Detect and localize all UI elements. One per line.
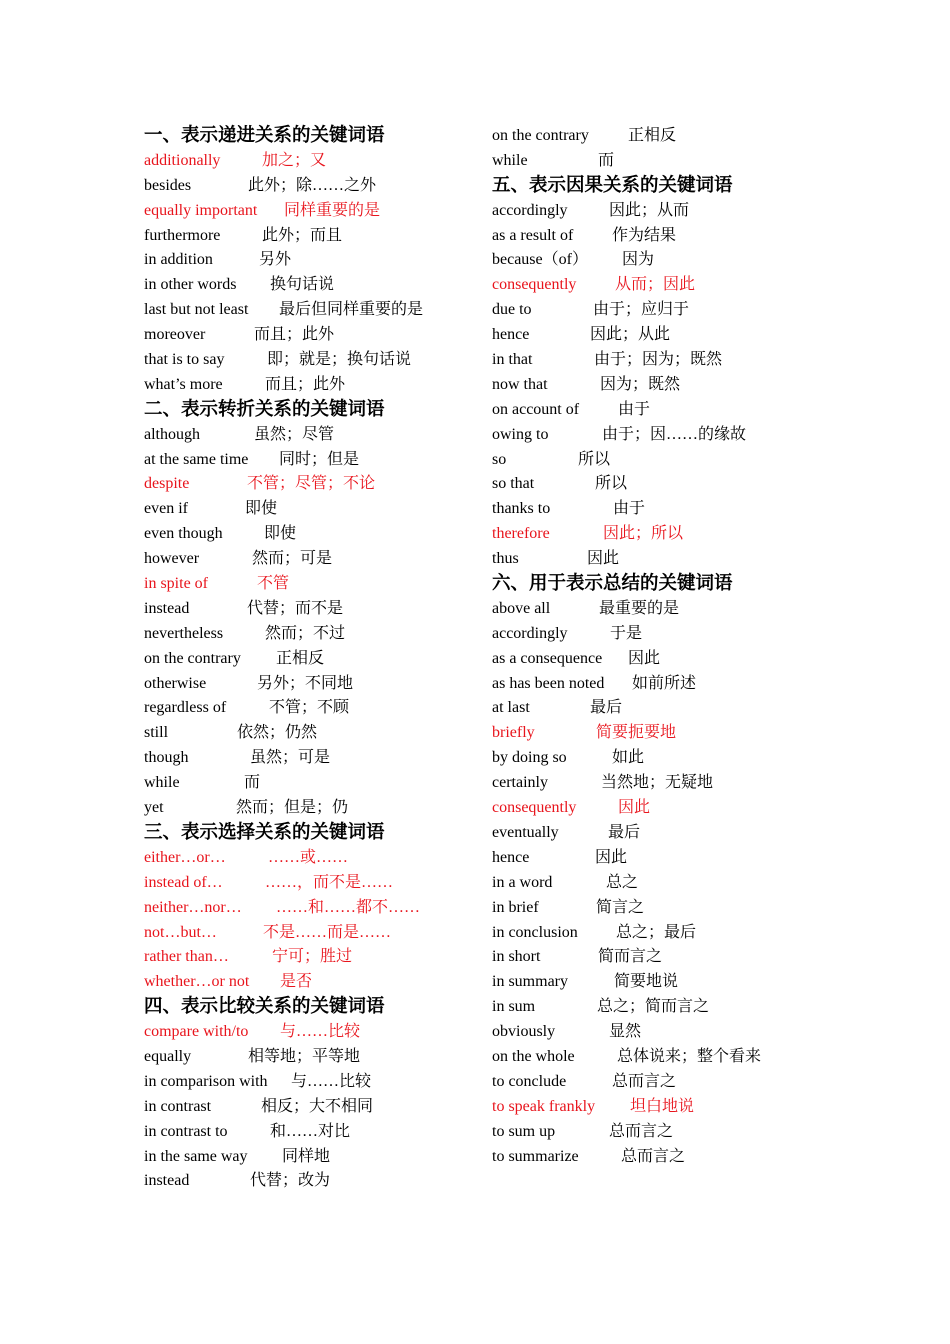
vocab-row <box>144 622 474 647</box>
vocab-row <box>492 746 822 771</box>
english-term: neither…nor… <box>144 898 242 916</box>
english-term: to conclude <box>492 1072 567 1090</box>
english-term: while <box>144 774 180 792</box>
vocab-row <box>492 622 822 647</box>
chinese-meaning: 虽然；可是 <box>250 749 331 767</box>
english-term: whether…or not <box>144 973 250 991</box>
chinese-meaning: 因为 <box>622 251 655 269</box>
chinese-meaning: 由于；因……的缘故 <box>602 425 747 443</box>
english-term: equally <box>144 1047 192 1065</box>
chinese-meaning: 最后 <box>590 699 623 717</box>
chinese-meaning: 总之；简而言之 <box>597 998 710 1016</box>
english-term: hence <box>492 848 530 866</box>
section-heading: 三、表示选择关系的关键词语 <box>144 821 385 843</box>
vocab-row <box>144 423 474 448</box>
vocab-row <box>492 273 822 298</box>
chinese-meaning: 依然；仍然 <box>237 724 318 742</box>
vocab-row <box>492 597 822 622</box>
vocab-row <box>144 448 474 473</box>
english-term: accordingly <box>492 624 568 642</box>
chinese-meaning: 而 <box>244 774 261 792</box>
vocab-row <box>144 597 474 622</box>
english-term: to summarize <box>492 1147 579 1165</box>
english-term: in short <box>492 948 541 966</box>
english-term: equally important <box>144 201 258 219</box>
chinese-meaning: 即；就是；换句话说 <box>267 351 412 369</box>
vocab-row <box>492 1120 822 1145</box>
vocab-row <box>144 771 474 796</box>
english-term: rather than… <box>144 948 229 966</box>
left-column <box>144 124 474 1194</box>
chinese-meaning: 简而言之 <box>598 948 663 966</box>
vocab-row <box>144 1120 474 1145</box>
vocab-row <box>492 373 822 398</box>
vocab-row <box>144 298 474 323</box>
vocab-row <box>492 796 822 821</box>
english-term: even though <box>144 525 223 543</box>
vocab-row <box>144 796 474 821</box>
english-term: thanks to <box>492 500 551 518</box>
vocab-row <box>144 970 474 995</box>
vocab-row <box>492 398 822 423</box>
english-term: to sum up <box>492 1122 556 1140</box>
vocab-row <box>492 124 822 149</box>
english-term: in comparison with <box>144 1072 268 1090</box>
english-term: consequently <box>492 799 577 817</box>
vocab-row <box>492 224 822 249</box>
vocab-row <box>144 522 474 547</box>
english-term: now that <box>492 375 548 393</box>
chinese-meaning: 另外 <box>259 251 292 269</box>
vocab-row <box>492 1095 822 1120</box>
chinese-meaning: 最后但同样重要的是 <box>279 301 424 319</box>
chinese-meaning: 因此；从此 <box>590 326 671 344</box>
chinese-meaning: 总之；最后 <box>616 923 697 941</box>
english-term: either…or… <box>144 848 226 866</box>
chinese-meaning: 由于 <box>613 500 646 518</box>
vocab-row <box>144 497 474 522</box>
english-term: while <box>492 151 528 169</box>
english-term: therefore <box>492 525 550 543</box>
english-term: in addition <box>144 251 213 269</box>
vocab-row <box>144 1145 474 1170</box>
vocab-row <box>144 273 474 298</box>
vocab-row <box>492 1020 822 1045</box>
english-term: compare with/to <box>144 1023 249 1041</box>
chinese-meaning: 代替；而不是 <box>247 599 344 617</box>
vocab-row <box>144 696 474 721</box>
english-term: although <box>144 425 200 443</box>
right-column <box>492 124 822 1169</box>
english-term: briefly <box>492 724 535 742</box>
chinese-meaning: 此外；而且 <box>262 226 343 244</box>
chinese-meaning: 此外；除……之外 <box>248 176 377 194</box>
vocab-row <box>492 721 822 746</box>
english-term: as a result of <box>492 226 574 244</box>
chinese-meaning: 最后 <box>608 823 641 841</box>
vocab-row <box>492 647 822 672</box>
vocab-row <box>492 1045 822 1070</box>
vocab-row <box>492 497 822 522</box>
chinese-meaning: 与……比较 <box>280 1023 361 1041</box>
english-term: certainly <box>492 774 548 792</box>
chinese-meaning: 于是 <box>610 624 643 642</box>
chinese-meaning: 不管 <box>257 575 290 593</box>
english-term: due to <box>492 301 532 319</box>
english-term: obviously <box>492 1023 556 1041</box>
chinese-meaning: 因此 <box>628 649 661 667</box>
section-heading: 六、用于表示总结的关键词语 <box>492 573 733 595</box>
english-term: on account of <box>492 400 580 418</box>
vocab-row <box>144 1169 474 1194</box>
chinese-meaning: 不是……而是…… <box>263 923 392 941</box>
vocab-row <box>144 1020 474 1045</box>
english-term: in other words <box>144 276 237 294</box>
chinese-meaning: 虽然；尽管 <box>254 425 335 443</box>
vocab-row <box>144 572 474 597</box>
english-term: in contrast to <box>144 1122 228 1140</box>
vocab-row <box>492 945 822 970</box>
english-term: because（of） <box>492 251 588 269</box>
section-heading: 五、表示因果关系的关键词语 <box>492 174 733 196</box>
vocab-row <box>144 1095 474 1120</box>
vocab-row <box>492 846 822 871</box>
vocab-row <box>144 921 474 946</box>
english-term: at last <box>492 699 530 717</box>
english-term: as a consequence <box>492 649 603 667</box>
english-term: so <box>492 450 507 468</box>
english-term: still <box>144 724 169 742</box>
english-term: thus <box>492 550 519 568</box>
vocab-row <box>144 373 474 398</box>
english-term: to speak frankly <box>492 1097 596 1115</box>
chinese-meaning: 如前所述 <box>632 674 697 692</box>
vocab-row <box>144 174 474 199</box>
section-heading: 二、表示转折关系的关键词语 <box>144 398 385 420</box>
chinese-meaning: 总之 <box>606 873 639 891</box>
english-term: despite <box>144 475 190 493</box>
chinese-meaning: 如此 <box>612 749 645 767</box>
english-term: at the same time <box>144 450 249 468</box>
vocab-row <box>492 248 822 273</box>
chinese-meaning: 简言之 <box>596 898 645 916</box>
vocab-row <box>492 348 822 373</box>
chinese-meaning: 宁可；胜过 <box>272 948 353 966</box>
english-term: what’s more <box>144 375 223 393</box>
vocab-row <box>144 647 474 672</box>
vocab-row <box>144 1070 474 1095</box>
chinese-meaning: 所以 <box>578 450 611 468</box>
english-term: moreover <box>144 326 206 344</box>
vocab-row <box>144 248 474 273</box>
english-term: instead <box>144 599 190 617</box>
english-term: in that <box>492 351 533 369</box>
chinese-meaning: 即使 <box>245 500 278 518</box>
chinese-meaning: 由于；因为；既然 <box>594 351 723 369</box>
chinese-meaning: 最重要的是 <box>599 599 680 617</box>
english-term: on the whole <box>492 1047 575 1065</box>
vocab-row <box>144 224 474 249</box>
chinese-meaning: 坦白地说 <box>630 1097 695 1115</box>
english-term: eventually <box>492 823 559 841</box>
vocab-row <box>492 672 822 697</box>
chinese-meaning: ……，而不是…… <box>265 873 394 891</box>
vocab-row <box>492 323 822 348</box>
english-term: in contrast <box>144 1097 212 1115</box>
chinese-meaning: 然而；可是 <box>252 550 333 568</box>
chinese-meaning: 因为；既然 <box>600 375 681 393</box>
vocab-row <box>144 945 474 970</box>
english-term: owing to <box>492 425 549 443</box>
english-term: in a word <box>492 873 553 891</box>
vocab-row <box>144 348 474 373</box>
chinese-meaning: 由于 <box>618 400 651 418</box>
chinese-meaning: 相等地；平等地 <box>248 1047 361 1065</box>
vocab-row <box>144 547 474 572</box>
english-term: above all <box>492 599 551 617</box>
chinese-meaning: 相反；大不相同 <box>261 1097 374 1115</box>
english-term: yet <box>144 799 164 817</box>
chinese-meaning: 而且；此外 <box>265 375 346 393</box>
chinese-meaning: 换句话说 <box>270 276 335 294</box>
chinese-meaning: 显然 <box>609 1023 642 1041</box>
english-term: in the same way <box>144 1147 248 1165</box>
english-term: otherwise <box>144 674 207 692</box>
vocab-row <box>144 199 474 224</box>
vocab-row <box>492 1070 822 1095</box>
chinese-meaning: 总而言之 <box>609 1122 674 1140</box>
vocab-row <box>144 149 474 174</box>
chinese-meaning: 同样地 <box>282 1147 331 1165</box>
chinese-meaning: 同样重要的是 <box>284 201 381 219</box>
chinese-meaning: 因此；所以 <box>603 525 684 543</box>
chinese-meaning: 总体说来；整个看来 <box>617 1047 762 1065</box>
vocab-row <box>492 547 822 572</box>
vocab-row <box>144 672 474 697</box>
vocab-row <box>144 721 474 746</box>
chinese-meaning: ……或…… <box>268 848 349 866</box>
english-term: last but not least <box>144 301 249 319</box>
english-term: in spite of <box>144 575 208 593</box>
chinese-meaning: 加之；又 <box>262 151 327 169</box>
english-term: besides <box>144 176 192 194</box>
section-heading: 四、表示比较关系的关键词语 <box>144 996 385 1018</box>
english-term: in brief <box>492 898 539 916</box>
chinese-meaning: 然而；不过 <box>265 624 346 642</box>
chinese-meaning: 当然地；无疑地 <box>601 774 714 792</box>
english-term: nevertheless <box>144 624 224 642</box>
english-term: instead of… <box>144 873 223 891</box>
vocab-row <box>144 896 474 921</box>
chinese-meaning: 因此 <box>595 848 628 866</box>
english-term: in conclusion <box>492 923 578 941</box>
vocab-row <box>492 472 822 497</box>
english-term: furthermore <box>144 226 221 244</box>
vocab-row <box>492 522 822 547</box>
vocab-row <box>492 448 822 473</box>
vocab-row <box>144 323 474 348</box>
english-term: consequently <box>492 276 577 294</box>
english-term: hence <box>492 326 530 344</box>
vocab-row <box>144 846 474 871</box>
english-term: not…but… <box>144 923 217 941</box>
chinese-meaning: 即使 <box>264 525 297 543</box>
vocab-row <box>492 423 822 448</box>
english-term: so that <box>492 475 535 493</box>
vocab-row <box>492 298 822 323</box>
english-term: instead <box>144 1172 190 1190</box>
vocab-row <box>144 871 474 896</box>
chinese-meaning: 因此 <box>618 799 651 817</box>
english-term: accordingly <box>492 201 568 219</box>
vocab-row <box>144 472 474 497</box>
chinese-meaning: 简要扼要地 <box>596 724 677 742</box>
vocab-row <box>492 1145 822 1170</box>
english-term: even if <box>144 500 188 518</box>
chinese-meaning: 与……比较 <box>291 1072 372 1090</box>
english-term: on the contrary <box>492 127 589 144</box>
chinese-meaning: 另外；不同地 <box>257 674 354 692</box>
english-term: in summary <box>492 973 568 991</box>
chinese-meaning: 不管；不顾 <box>269 699 350 717</box>
chinese-meaning: 而且；此外 <box>254 326 335 344</box>
english-term: though <box>144 749 189 767</box>
chinese-meaning: 代替；改为 <box>250 1172 331 1190</box>
chinese-meaning: 同时；但是 <box>279 450 360 468</box>
english-term: in sum <box>492 998 536 1016</box>
chinese-meaning: 正相反 <box>628 127 677 144</box>
chinese-meaning: 简要地说 <box>614 973 679 991</box>
english-term: that is to say <box>144 351 225 369</box>
english-term: as has been noted <box>492 674 605 692</box>
chinese-meaning: 总而言之 <box>612 1072 677 1090</box>
vocab-row <box>492 921 822 946</box>
vocab-row <box>492 149 822 174</box>
chinese-meaning: 总而言之 <box>621 1147 686 1165</box>
chinese-meaning: 而 <box>598 151 615 169</box>
chinese-meaning: 因此 <box>587 550 620 568</box>
vocab-row <box>492 771 822 796</box>
chinese-meaning: 正相反 <box>276 649 325 667</box>
vocab-row <box>492 970 822 995</box>
vocab-row <box>492 896 822 921</box>
vocab-row <box>144 746 474 771</box>
english-term: by doing so <box>492 749 567 767</box>
vocab-row <box>492 696 822 721</box>
chinese-meaning: 不管；尽管；不论 <box>247 475 376 493</box>
chinese-meaning: 因此；从而 <box>609 201 690 219</box>
chinese-meaning: 所以 <box>595 475 628 493</box>
vocab-row <box>492 821 822 846</box>
english-term: additionally <box>144 151 221 169</box>
chinese-meaning: 是否 <box>280 973 313 991</box>
section-heading: 一、表示递进关系的关键词语 <box>144 125 385 146</box>
chinese-meaning: 和……对比 <box>270 1122 351 1140</box>
chinese-meaning: ……和……都不…… <box>276 898 421 916</box>
vocab-row <box>492 199 822 224</box>
chinese-meaning: 作为结果 <box>612 226 677 244</box>
english-term: however <box>144 550 200 568</box>
chinese-meaning: 由于；应归于 <box>593 301 690 319</box>
vocab-row <box>144 1045 474 1070</box>
english-term: regardless of <box>144 699 227 717</box>
vocab-row <box>492 871 822 896</box>
english-term: on the contrary <box>144 649 241 667</box>
vocab-row <box>492 995 822 1020</box>
chinese-meaning: 从而；因此 <box>615 276 696 294</box>
chinese-meaning: 然而；但是；仍 <box>236 799 349 817</box>
